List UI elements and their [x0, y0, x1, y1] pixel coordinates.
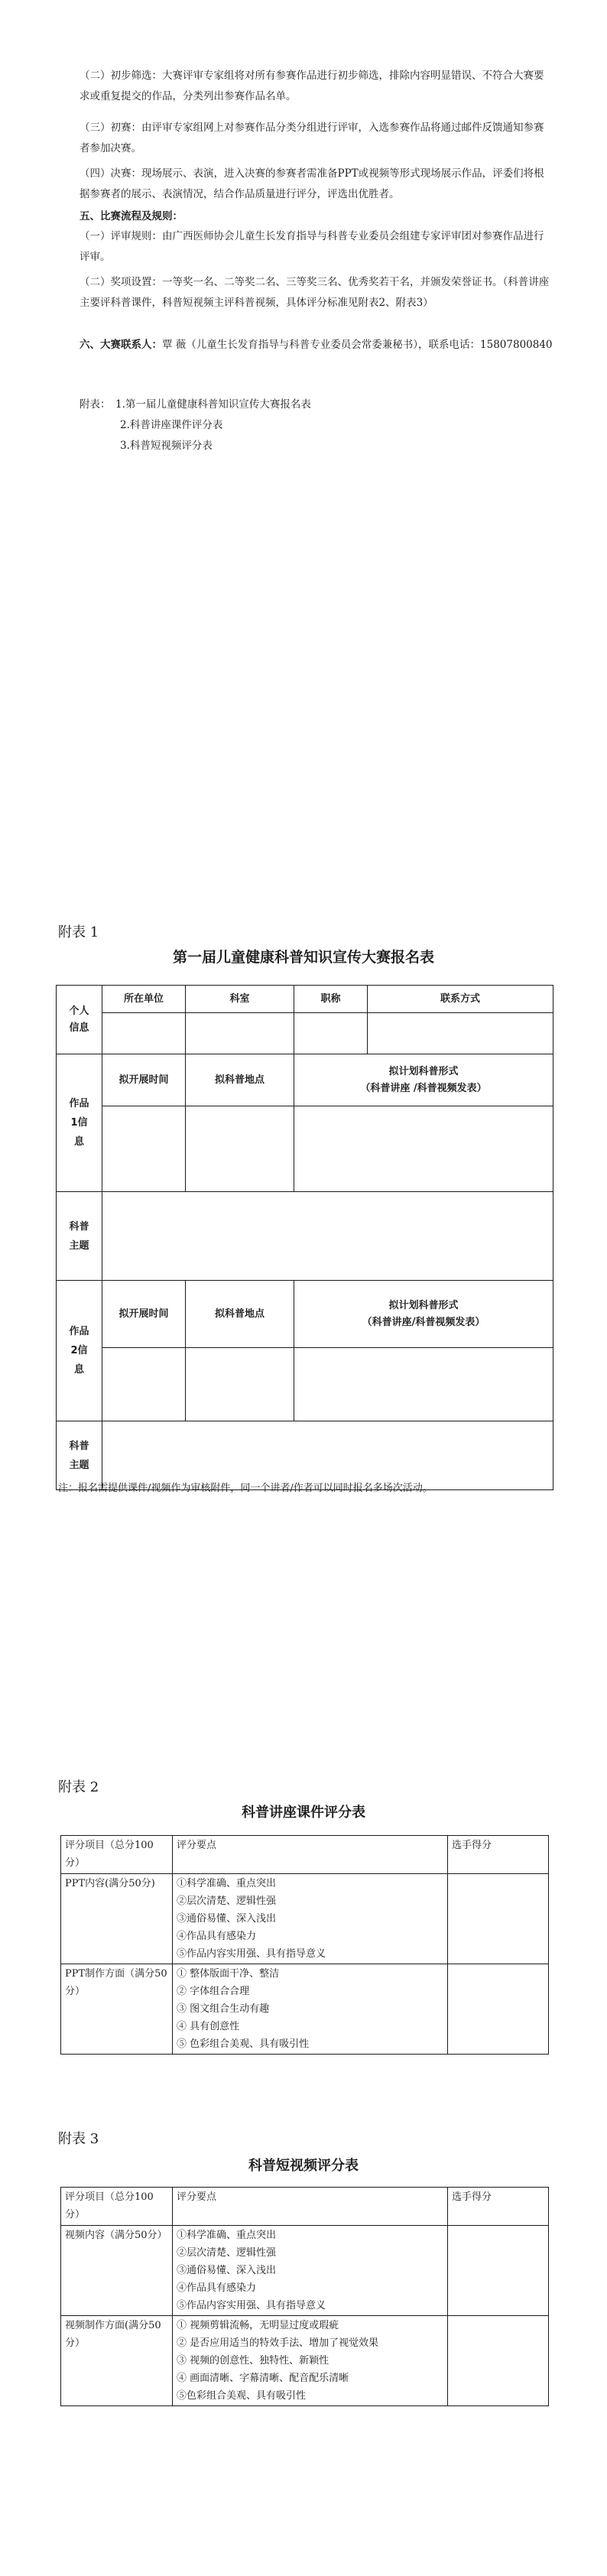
work1-input-theme[interactable] [102, 1192, 553, 1281]
registration-form-table [56, 985, 553, 1490]
header-unit: 所在单位 [102, 986, 186, 1013]
input-unit[interactable] [102, 1013, 186, 1054]
work1-input-time[interactable] [102, 1106, 186, 1192]
personal-info-label: 个人信息 [57, 986, 102, 1054]
work1-header-time: 拟开展时间 [102, 1054, 186, 1106]
table3-row2-points: ① 视频剪辑流畅，无明显过度或瑕疵 ② 是否应用适当的特效手法、增加了视觉效果 ③ 视频的创意性、独特性、新颖性 ④ 画面清晰、字幕清晰、配音配乐清晰 ⑤色彩组合美观、具有吸引性 [173, 2316, 448, 2406]
table2-header-score: 选手得分 [448, 1836, 549, 1874]
table2-row2-points: ① 整体版面干净、整洁 ② 字体组合合理 ③ 图文组合生动有趣 ④ 具有创意性 ⑤ 色彩组合美观、具有吸引性 [173, 1964, 448, 2055]
table3-row1-score-input[interactable] [448, 2226, 549, 2316]
table3-row2-item: 视频制作方面(满分50分） [61, 2316, 173, 2406]
work1-header-place: 拟科普地点 [186, 1054, 294, 1106]
work2-header-time: 拟开展时间 [102, 1281, 186, 1348]
table2-title: 科普讲座课件评分表 [242, 1804, 365, 1821]
table3-row1-points: ①科学准确、重点突出 ②层次清楚、逻辑性强 ③通俗易懂、深入浅出 ④作品具有感染力 ⑤作品内容实用强、具有指导意义 [173, 2226, 448, 2316]
table3-attachment-label: 附表 3 [58, 2131, 99, 2147]
work2-input-format[interactable] [294, 1348, 553, 1421]
table2-row1-points: ①科学准确、重点突出 ②层次清楚、逻辑性强 ③通俗易懂、深入浅出 ④作品具有感染力 ⑤作品内容实用强、具有指导意义 [173, 1874, 448, 1964]
section-heading-process: 五、比赛流程及规则： [80, 210, 183, 223]
work2-header-format: 拟计划科普形式 （科普讲座/科普视频发表） [294, 1281, 553, 1348]
paragraph-awards: （二）奖项设置：一等奖一名、二等奖二名、三等奖三名、优秀奖若干名，并颁发荣誉证书。（科普讲座主要评科普课件，科普短视频主评科普视频，具体评分标准见附表2、附表3） [80, 276, 550, 309]
header-title: 职称 [294, 986, 368, 1013]
paragraph-first-round: （三）初赛：由评审专家组网上对参赛作品分类分组进行评审，入选参赛作品将通过邮件反馈通知参赛者参加决赛。 [80, 122, 544, 154]
table2-header-item: 评分项目（总分100分） [61, 1836, 173, 1874]
table3-header-points: 评分要点 [173, 2188, 448, 2226]
table3-row2-score-input[interactable] [448, 2316, 549, 2406]
form-title: 第一届儿童健康科普知识宣传大赛报名表 [172, 949, 434, 966]
lecture-scoring-table [60, 1835, 549, 2055]
input-department[interactable] [186, 1013, 294, 1054]
attachment-item-3: 3.科普短视频评分表 [120, 440, 213, 452]
table2-row1-item: PPT内容(满分50分) [61, 1874, 173, 1964]
paragraph-contact: 六、大赛联系人：覃 薇（儿童生长发育指导与科普专业委员会常委兼秘书），联系电话：15807800840 [80, 339, 553, 351]
work2-theme-label: 科普主题 [57, 1421, 102, 1490]
work1-theme-label: 科普主题 [57, 1192, 102, 1281]
table2-attachment-label: 附表 2 [58, 1779, 99, 1795]
header-contact: 联系方式 [368, 986, 553, 1013]
table3-row1-item: 视频内容（满分50分） [61, 2226, 173, 2316]
work2-header-place: 拟科普地点 [186, 1281, 294, 1348]
table2-row1-score-input[interactable] [448, 1874, 549, 1964]
work1-info-label: 作品1信息 [57, 1054, 102, 1192]
video-scoring-table [60, 2187, 549, 2406]
table3-header-item: 评分项目（总分100分） [61, 2188, 173, 2226]
paragraph-final-round: （四）决赛：现场展示、表演，进入决赛的参赛者需准备PPT或视频等形式现场展示作品，评委们将根据参赛者的展示、表演情况，结合作品质量进行评分，评选出优胜者。 [80, 167, 544, 200]
work2-input-place[interactable] [186, 1348, 294, 1421]
form-attachment-label: 附表 1 [58, 924, 99, 940]
work1-input-format[interactable] [294, 1106, 553, 1192]
work2-info-label: 作品2信息 [57, 1281, 102, 1421]
input-title[interactable] [294, 1013, 368, 1054]
table3-title: 科普短视频评分表 [248, 2158, 359, 2174]
attachment-item-2: 2.科普讲座课件评分表 [120, 419, 223, 431]
form-note: 注：报名需提供课件/视频作为审核附件，同一个讲者/作者可以同时报名多场次活动。 [58, 1483, 433, 1494]
table2-row2-item: PPT制作方面（满分50分） [61, 1964, 173, 2055]
header-department: 科室 [186, 986, 294, 1013]
paragraph-judging-rules: （一）评审规则：由广西医师协会儿童生长发育指导与科普专业委员会组建专家评审团对参赛作品进行评审。 [80, 230, 544, 263]
table3-header-score: 选手得分 [448, 2188, 549, 2226]
table2-header-points: 评分要点 [173, 1836, 448, 1874]
work2-input-time[interactable] [102, 1348, 186, 1421]
paragraph-preliminary-screening: （二）初步筛选：大赛评审专家组将对所有参赛作品进行初步筛选，排除内容明显错误、不符合大赛要求或重复提交的作品，分类列出参赛作品名单。 [80, 70, 544, 102]
table2-row2-score-input[interactable] [448, 1964, 549, 2055]
work1-input-place[interactable] [186, 1106, 294, 1192]
input-contact[interactable] [368, 1013, 553, 1054]
attachment-item-1: 1.第一届儿童健康科普知识宣传大赛报名表 [115, 398, 311, 411]
attachments-label: 附表： [80, 398, 111, 411]
work1-header-format: 拟计划科普形式 （科普讲座 /科普视频发表） [294, 1054, 553, 1106]
